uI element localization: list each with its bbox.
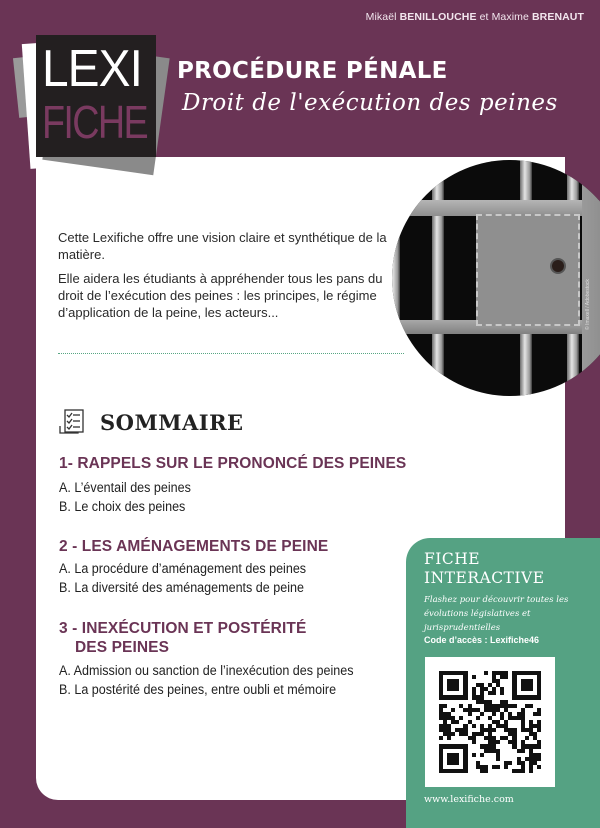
intro-text [58,229,398,328]
author2-family: BRENAUT [531,11,584,23]
checklist-icon [58,408,86,436]
lock-plate [476,214,580,326]
divider [58,353,404,354]
section-item: B. Le choix des peines [59,499,186,514]
section-item: B. La diversité des aménagements de peine [59,580,304,595]
section-item: A. L’éventail des peines [59,480,191,495]
section-heading: 2 - LES AMÉNAGEMENTS DE PEINE [59,538,329,555]
section-item: B. La postérité des peines, entre oubli et mémoire [59,682,337,697]
photo-credit: © Imaxell / Adobestock [585,279,591,330]
sommaire-header [58,408,244,436]
section-heading-line2: DES PEINES [75,639,170,656]
logo-fiche: FICHE [42,96,147,148]
interactive-title-line1: FICHE [424,550,481,568]
interactive-description: Flashez pour découvrir toutes les évolutions législatives et jurisprudentielles [424,595,569,633]
fiche-interactive-panel [406,538,600,828]
bar [432,160,444,396]
website-link[interactable]: www.lexifiche.com [424,794,514,805]
section-heading: 1- RAPPELS SUR LE PRONONCÉ DES PEINES [59,455,407,472]
qr-code[interactable] [425,657,555,787]
authors [366,11,584,23]
author1-given: Mikaël [365,11,397,23]
section-item: A. Admission ou sanction de l’inexécution des peines [59,663,354,678]
qr-code-icon [439,671,541,773]
section-heading: 3 - INEXÉCUTION ET POSTÉRITÉ [59,620,307,637]
page-title: PROCÉDURE PÉNALE [177,58,448,84]
sommaire-section-2 [59,537,328,597]
sommaire-section-3 [59,619,376,699]
door-frame [582,160,600,396]
sommaire-section-1 [59,454,406,516]
sommaire-title: SOMMAIRE [100,409,244,435]
logo-lexi: LEXI [42,40,143,98]
page-subtitle: Droit de l'exécution des peines [182,90,558,116]
intro-paragraph: Elle aidera les étudiants à appréhender tous les pans du droit de l’exécution des peines : les principes, le régime d’application de la peine, les acteurs... [58,271,383,320]
interactive-title-line2: INTERACTIVE [424,569,545,587]
access-code: Code d’accès : Lexifiche46 [424,635,540,645]
author1-family: BENILLOUCHE [399,11,477,23]
interactive-title [424,550,545,588]
lexifiche-logo [36,35,156,157]
intro-paragraph: Cette Lexifiche offre une vision claire et synthétique de la matière. [58,230,387,262]
section-item: A. La procédure d’aménagement des peines [59,561,307,576]
authors-conjunction: et [479,11,489,23]
keyhole-icon [552,260,564,272]
author2-given: Maxime [491,11,529,23]
